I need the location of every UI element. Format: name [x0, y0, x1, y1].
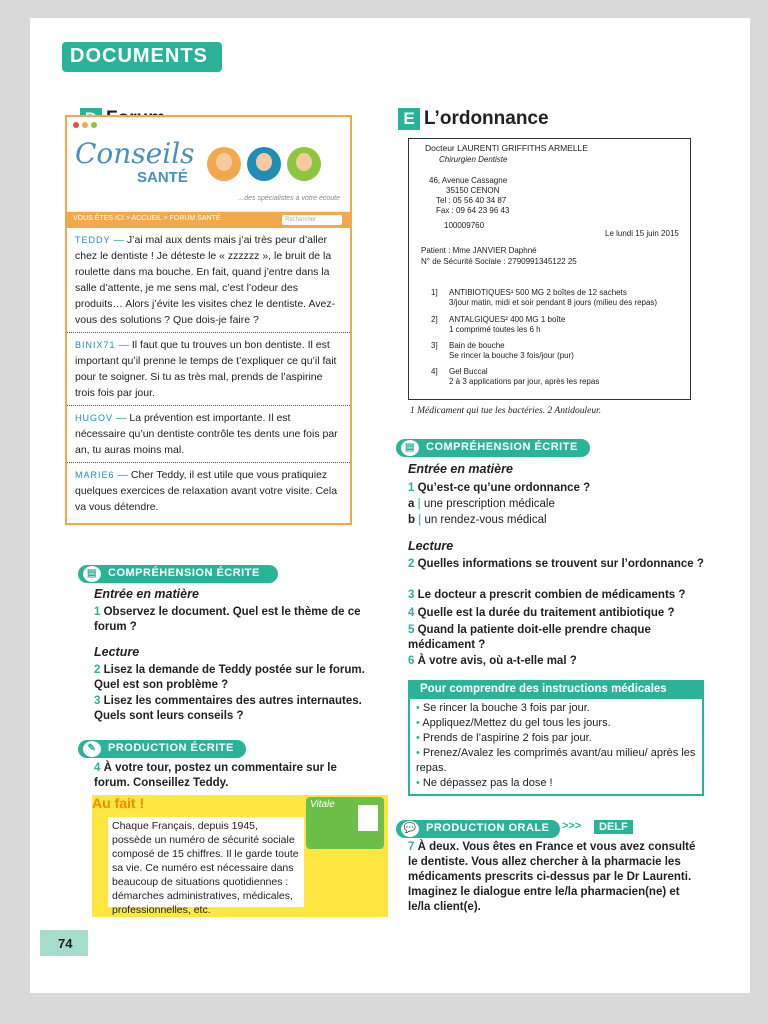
avatar [247, 147, 281, 181]
question-3: 3 Le docteur a prescrit combien de médicaments ? [408, 589, 686, 601]
question-4: 4 À votre tour, postez un commentaire sur le forum. Conseillez Teddy. [94, 762, 337, 789]
post-author: TEDDY [75, 235, 111, 245]
item-number: 1] [431, 288, 438, 297]
post-text: Il faut que tu trouves un bon dentiste. Il est important qu’il prenne le temps de t’expliquer ce qu’il fait pour te soigner. Si tu as très mal, prends de l’aspirine trois fois par jour. [75, 339, 337, 399]
question-1: 1 Observez le document. Quel est le thème de ce forum ? [94, 606, 361, 633]
forum-post: MARIE6 — Cher Teddy, il est utile que vous pratiquiez quelques exercices de relaxation avant votre visite. Cela va vous détendre. [75, 469, 338, 513]
book-icon: ▤ [83, 566, 101, 582]
au-fait-text: Chaque Français, depuis 1945, possède un numéro de sécurité sociale composé de 15 chiffres. Il le garde toute sa vie. Ce numéro est nécessaire dans beaucoup de situations quotidiennes : démarches administratives, médicales, professionnelles, etc. [108, 817, 304, 907]
forum-box [65, 115, 352, 525]
breadcrumb-text: VOUS ÊTES ICI > ACCUEIL > FORUM SANTÉ [73, 215, 221, 222]
question-6: 6 À votre avis, où a-t-elle mal ? [408, 655, 577, 667]
question-3: 3 Lisez les commentaires des autres internautes. Quels sont leurs conseils ? [94, 695, 362, 722]
option-a: a | une prescription médicale [408, 498, 555, 510]
item-number: 4] [431, 367, 438, 376]
search-input[interactable]: Rechercher [282, 215, 342, 225]
forum-header [67, 117, 350, 212]
item-detail: 2 à 3 applications par jour, après les repas [449, 377, 600, 386]
footnote: 1 Médicament qui tue les bactéries. 2 Antidouleur. [410, 406, 602, 416]
forum-tagline: ...des spécialistes à votre écoute [238, 195, 340, 202]
option-b: b | un rendez-vous médical [408, 514, 547, 526]
item-name: ANTIBIOTIQUES¹ 500 MG 2 boîtes de 12 sachets [449, 288, 627, 297]
avatar [287, 147, 321, 181]
post-author: BINIX71 [75, 340, 116, 350]
production-ecrite-header [78, 740, 246, 758]
book-icon: ▤ [401, 440, 419, 456]
comprehension-ecrite-header-right [396, 439, 590, 457]
social-security-number: N° de Sécurité Sociale : 2790991345122 25 [421, 257, 577, 266]
forum-post: TEDDY — J’ai mal aux dents mais j’ai très peur d’aller chez le dentiste ! Je déteste le « zzzzzz », le bruit de la roulette dans ma bouche. En fait, quand j’entre dans la salle d’attente, je me sens mal, c’est l’odeur des produits… Alors j’évite les visites chez le dentiste. Avez-vous des solutions ? Que dois-je faire ? [67, 228, 350, 333]
item-name: Gel Buccal [449, 367, 488, 376]
list-item: • Ne dépassez pas la dose ! [416, 776, 696, 791]
question-2: 2 Quelles informations se trouvent sur l’ordonnance ? [408, 558, 704, 570]
forum-post: HUGOV — La prévention est importante. Il est nécessaire qu’un dentiste contrôle tes dents une fois par an, tu auras moins mal. [67, 406, 350, 463]
item-detail: 3/jour matin, midi et soir pendant 8 jours (milieu des repas) [449, 298, 658, 307]
doctor-number: 100009760 [444, 221, 485, 230]
specialists-avatars [207, 147, 321, 181]
item-detail: Se rincer la bouche 3 fois/jour (pur) [449, 351, 574, 360]
list-item: • Se rincer la bouche 3 fois par jour. [416, 701, 696, 716]
carte-vitale-label: Vitale [310, 799, 335, 810]
post-text: J’ai mal aux dents mais j’ai très peur d’aller chez le dentiste ! Je déteste le « zzzzzz », le bruit de la roulette dans ma bouche. En fait, quand j’entre dans la salle d’attente, je me sens mal, c’est l’odeur des produits… Alors j’évite les visites chez le dentiste. Avez-vous des solutions ? Que dois-je faire ? [75, 234, 336, 326]
id-photo-icon [358, 805, 378, 831]
lecture-heading: Lecture [94, 645, 140, 659]
question-5: 5 Quand la patiente doit-elle prendre chaque médicament ? [408, 624, 651, 651]
section-e-title [398, 108, 549, 130]
arrows-icon: >>> [562, 820, 582, 832]
fax: Fax : 09 64 23 96 43 [436, 206, 510, 215]
doctor-specialty: Chirurgien Dentiste [439, 155, 508, 164]
doctor-name: Docteur LAURENTI GRIFFITHS ARMELLE [425, 143, 588, 153]
documents-banner: DOCUMENTS [62, 42, 222, 72]
phone: Tel : 05 56 40 34 87 [436, 196, 507, 205]
address-line: 46, Avenue Cassagne [429, 176, 508, 185]
comprehension-ecrite-header [78, 565, 278, 583]
prescription-date: Le lundi 15 juin 2015 [605, 229, 679, 238]
entree-heading: Entrée en matière [408, 462, 513, 476]
instructions-box [408, 680, 704, 796]
forum-post: BINIX71 — Il faut que tu trouves un bon dentiste. Il est important qu’il prenne le temps de t’expliquer ce qu’il fait pour te soigner. Si tu as très mal, prends de l’aspirine trois fois par jour. [67, 333, 350, 406]
carte-vitale-image [306, 797, 384, 849]
question-7: 7 À deux. Vous êtes en France et vous avez consulté le dentiste. Vous allez chercher à la pharmacie les médicaments prescrits ci-dessus par le Dr Laurenti. Imaginez le dialogue entre le/la pharmacien(ne) et le/la client(e). [408, 841, 696, 913]
avatar [207, 147, 241, 181]
item-number: 3] [431, 341, 438, 350]
list-item: • Prenez/Avalez les comprimés avant/au milieu/ après les repas. [416, 746, 696, 776]
item-detail: 1 comprimé toutes les 6 h [449, 325, 541, 334]
delf-badge: DELF [594, 820, 633, 834]
breadcrumb [67, 212, 350, 228]
lecture-heading: Lecture [408, 539, 454, 553]
post-text: Cher Teddy, il est utile que vous pratiquiez quelques exercices de relaxation avant votre visite. Cela va vous détendre. [75, 469, 338, 513]
forum-logo-sub: SANTÉ [137, 169, 188, 186]
entree-heading: Entrée en matière [94, 587, 199, 601]
production-orale-header [396, 820, 560, 838]
item-name: Bain de bouche [449, 341, 505, 350]
speech-bubble-icon: 💬 [401, 821, 419, 837]
question-1: 1 Qu’est-ce qu’une ordonnance ? [408, 482, 591, 494]
au-fait-box [92, 795, 388, 917]
production-orale-label: PRODUCTION ORALE [426, 822, 550, 834]
section-e-letter: E [398, 108, 420, 130]
post-author: HUGOV [75, 413, 114, 423]
list-item: • Appliquez/Mettez du gel tous les jours. [416, 716, 696, 731]
ordonnance-document [408, 138, 691, 400]
pencil-icon: ✎ [83, 741, 101, 757]
patient-name: Patient : Mme JANVIER Daphné [421, 246, 537, 255]
comprehension-ecrite-label: COMPRÉHENSION ÉCRITE [108, 567, 260, 579]
post-text: La prévention est importante. Il est nécessaire qu’un dentiste contrôle tes dents une fois par an, tu auras moins mal. [75, 412, 338, 456]
item-name: ANTALGIQUES² 400 MG 1 boîte [449, 315, 566, 324]
window-dots [73, 122, 97, 128]
production-ecrite-label: PRODUCTION ÉCRITE [108, 742, 234, 754]
forum-logo: Conseils [75, 137, 195, 170]
question-2: 2 Lisez la demande de Teddy postée sur le forum. Quel est son problème ? [94, 664, 365, 691]
question-4: 4 Quelle est la durée du traitement antibiotique ? [408, 607, 675, 619]
item-number: 2] [431, 315, 438, 324]
section-e-label: L’ordonnance [424, 108, 549, 129]
instructions-title: Pour comprendre des instructions médicales [410, 682, 702, 699]
comprehension-ecrite-label: COMPRÉHENSION ÉCRITE [426, 441, 578, 453]
address-line: 35150 CENON [446, 186, 500, 195]
au-fait-title: Au fait ! [92, 795, 145, 811]
post-author: MARIE6 [75, 470, 115, 480]
instructions-list [410, 699, 702, 793]
list-item: • Prends de l’aspirine 2 fois par jour. [416, 731, 696, 746]
page-number: 74 [40, 930, 88, 956]
